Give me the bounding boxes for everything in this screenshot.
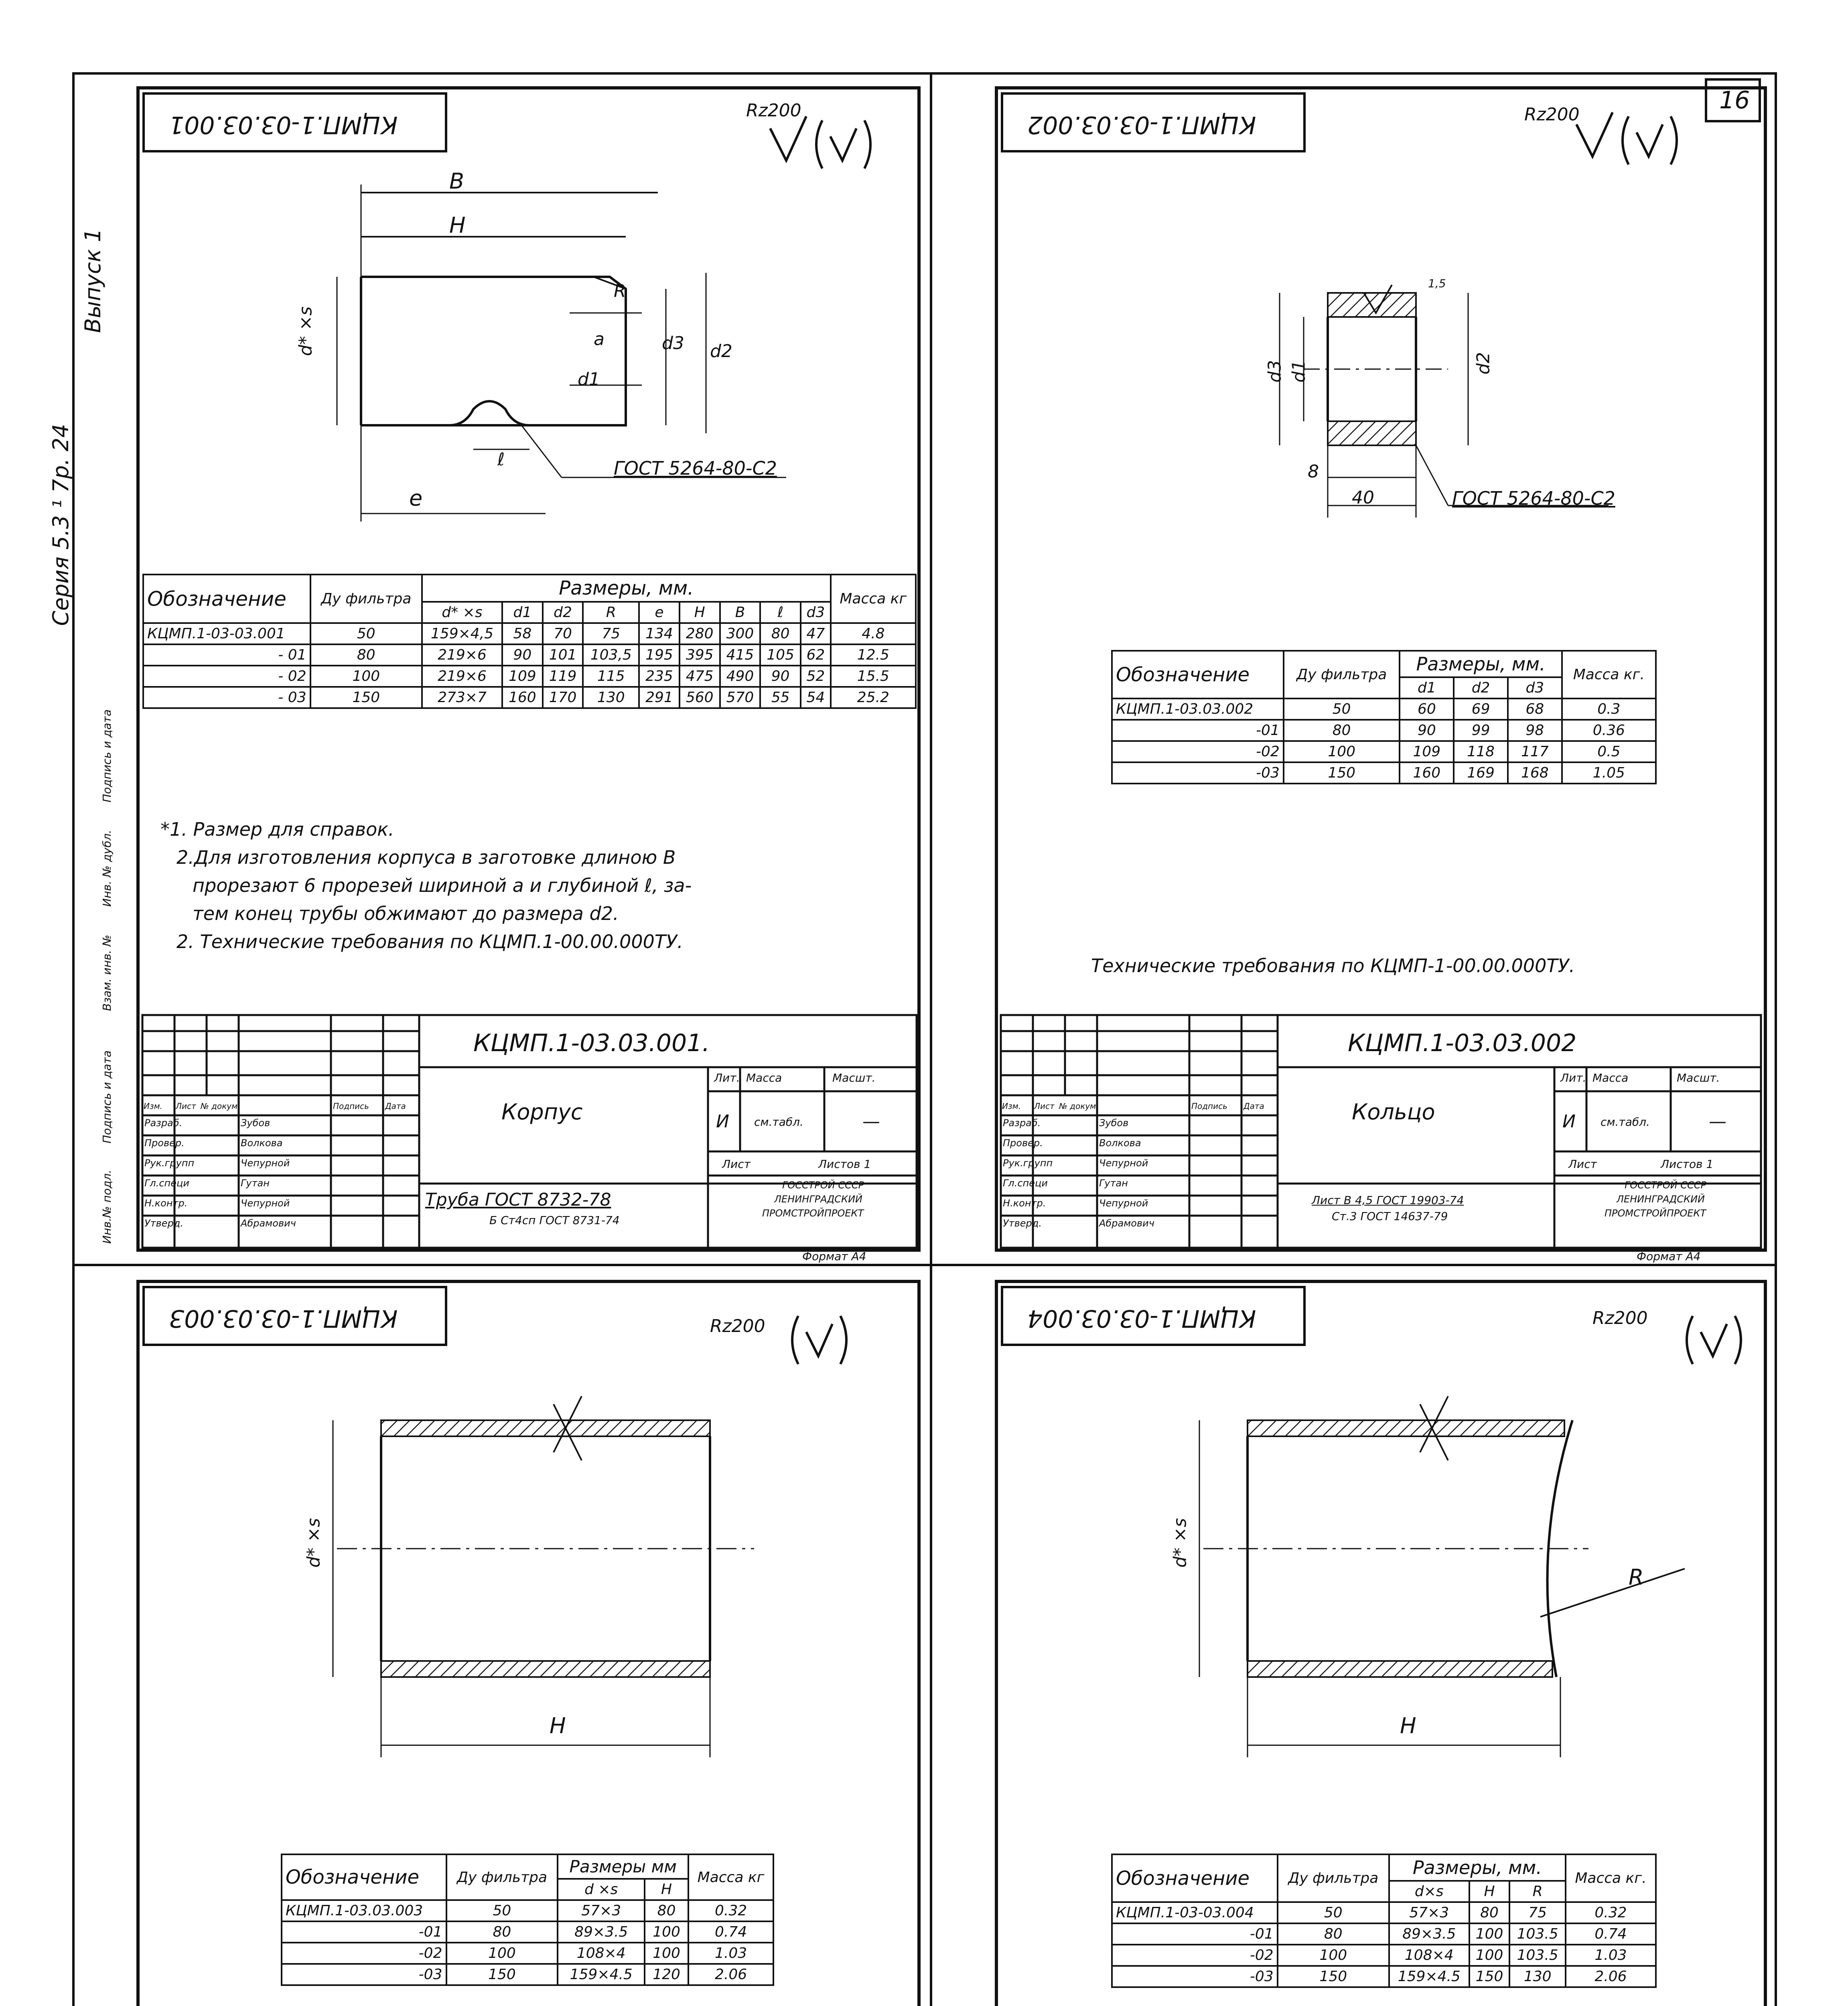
flipped-code: КЦМП.1-03.03.001: [169, 111, 398, 139]
table-row: -01 80 89×3.5 100 0.74: [282, 1921, 773, 1943]
table-row: КЦМП.1-03.03.002 50 60 69 68 0.3: [1112, 698, 1656, 720]
dim-R: R: [1629, 1565, 1644, 1590]
th-mass: Масса кг: [831, 575, 916, 623]
table-row: - 03 150 273×7 160 170 130 291 560 570 55 54 25.2: [143, 687, 916, 708]
th-sub: ℓ: [760, 602, 801, 623]
table-row: -02 100 108×4 100 103.5 1.03: [1112, 1945, 1656, 1966]
table-row: КЦМП.1-03.03.003 50 57×3 80 0.32: [282, 1900, 773, 1921]
table-row: -02 100 109 118 117 0.5: [1112, 741, 1656, 762]
th-dims: Размеры, мм.: [422, 575, 831, 602]
spec-table: [142, 574, 917, 709]
material-1: Труба ГОСТ 8732-78: [425, 1190, 611, 1210]
side-stamp-3: Взам. инв. №: [100, 934, 114, 1011]
dim-B: B: [449, 169, 465, 194]
dim-d2: d2: [710, 341, 732, 361]
dim-40: 40: [1352, 487, 1374, 508]
roughness-symbol: [1568, 108, 1689, 173]
side-stamp-2: Подпись и дата: [100, 1050, 114, 1143]
flipped-code: КЦМП.1-03.03.002: [1027, 111, 1256, 139]
table-row: - 02 100 219×6 109 119 115 235 475 490 90 52 15.5: [143, 666, 916, 687]
dim-d-xs: d* ×s: [1170, 1518, 1191, 1568]
vertical-divider: [930, 72, 932, 2006]
roughness-label: Rz200: [1524, 104, 1580, 125]
dim-d3: d3: [662, 333, 684, 353]
roughness-symbol: [778, 1308, 858, 1372]
roughness-symbol: [1673, 1308, 1753, 1372]
table-row: -01 80 89×3.5 100 103.5 0.74: [1112, 1923, 1656, 1945]
issue-label: Выпуск 1: [80, 228, 105, 333]
code-box: [1001, 92, 1306, 152]
dim-H: H: [550, 1713, 566, 1738]
th-sub: d1: [502, 602, 543, 623]
th-sub: H: [680, 602, 720, 623]
side-stamp-1: Инв.№ подл.: [100, 1169, 114, 1244]
page-number: 16: [1719, 86, 1750, 114]
code-box: [1001, 1286, 1306, 1346]
dim-e: e: [409, 485, 423, 511]
horizontal-divider: [72, 1264, 1777, 1266]
table-row: -01 80 90 99 98 0.36: [1112, 720, 1656, 741]
dim-8: 8: [1308, 461, 1319, 482]
flipped-code: КЦМП.1-03.03.004: [1027, 1304, 1256, 1332]
dim-H: H: [1400, 1713, 1416, 1738]
series-label: Серия 5.3 ¹ 7р. 24: [48, 424, 73, 626]
th-du: Ду фильтра: [310, 575, 422, 623]
dim-d1: d1: [578, 369, 600, 390]
roughness-label: Rz200: [746, 100, 801, 121]
table-row: -03 150 159×4.5 120 2.06: [282, 1964, 773, 1985]
th-sub: e: [639, 602, 680, 623]
weld-note: ГОСТ 5264-80-С2: [614, 457, 777, 479]
dim-l: ℓ: [497, 449, 505, 470]
th-sub: B: [720, 602, 761, 623]
dim-R: R: [614, 281, 626, 301]
spec-table: Обозначение Ду фильтра Размеры мм Масса кг d ×s H КЦМП.1-03.03.003 50 57×3 80 0.32 -01 80 89×3.5 100 0.74 -02 100 108×4 100 1.03 -03 150 159×4.5 120 2.06: [281, 1854, 774, 1986]
material-2: Б Ст4сп ГОСТ 8731-74: [489, 1214, 620, 1227]
dim-d2: d2: [1473, 352, 1494, 375]
dim-d-xs: d* ×s: [295, 306, 316, 356]
doc-code: КЦМП.1-03.03.001.: [473, 1029, 710, 1057]
side-stamp-5: Подпись и дата: [100, 709, 114, 802]
dim-1-5: 1,5: [1428, 277, 1446, 290]
tech-note: Технические требования по КЦМП-1-00.00.000ТУ.: [1091, 955, 1575, 977]
roughness-label: Rz200: [1592, 1308, 1648, 1328]
table-row: КЦМП.1-03-03.004 50 57×3 80 75 0.32: [1112, 1902, 1656, 1923]
th-sub: d3: [801, 602, 831, 623]
dim-a: a: [594, 329, 605, 349]
code-box: [142, 1286, 447, 1346]
dim-d3: d3: [1264, 360, 1285, 383]
dim-d1: d1: [1288, 360, 1309, 383]
th-designation: Обозначение: [143, 575, 310, 623]
flipped-code: КЦМП.1-03.03.003: [169, 1304, 398, 1332]
table-row: - 01 80 219×6 90 101 103,5 195 395 415 105 62 12.5: [143, 644, 916, 666]
roughness-label: Rz200: [710, 1316, 765, 1336]
roughness-symbol: [762, 112, 882, 177]
code-box: [142, 92, 447, 152]
spec-table: Обозначение Ду фильтра Размеры, мм. Масса кг. d×s H R КЦМП.1-03-03.004 50 57×3 80 75 0.32 -01 80 89×3.5 100 103.5 0.74 -02 100 108×4 100 103.5 1.03 -03 150 159×4.5 150 130 2.06: [1111, 1854, 1657, 1988]
th-sub: R: [583, 602, 639, 623]
dim-d-xs: d* ×s: [303, 1518, 324, 1568]
th-sub: d* ×s: [422, 602, 502, 623]
weld-note: ГОСТ 5264-80-С2: [1452, 487, 1615, 509]
part-name: Корпус: [501, 1099, 583, 1125]
spec-table: Обозначение Ду фильтра Размеры, мм. Масса кг. d1 d2 d3 КЦМП.1-03.03.002 50 60 69 68 0.3 -01 80 90 99 98 0.36 -02 100 109 118 117 0.5 -03 150 160 169 168 1.05: [1111, 650, 1657, 784]
table-row: КЦМП.1-03-03.001 50 159×4,5 58 70 75 134 280 300 80 47 4.8: [143, 623, 916, 644]
table-row: -03 150 159×4.5 150 130 2.06: [1112, 1966, 1656, 1987]
side-stamp-4: Инв. № дубл.: [100, 830, 114, 907]
table-row: -02 100 108×4 100 1.03: [282, 1943, 773, 1964]
dim-H: H: [449, 213, 466, 238]
table-row: -03 150 160 169 168 1.05: [1112, 762, 1656, 784]
th-sub: d2: [543, 602, 583, 623]
